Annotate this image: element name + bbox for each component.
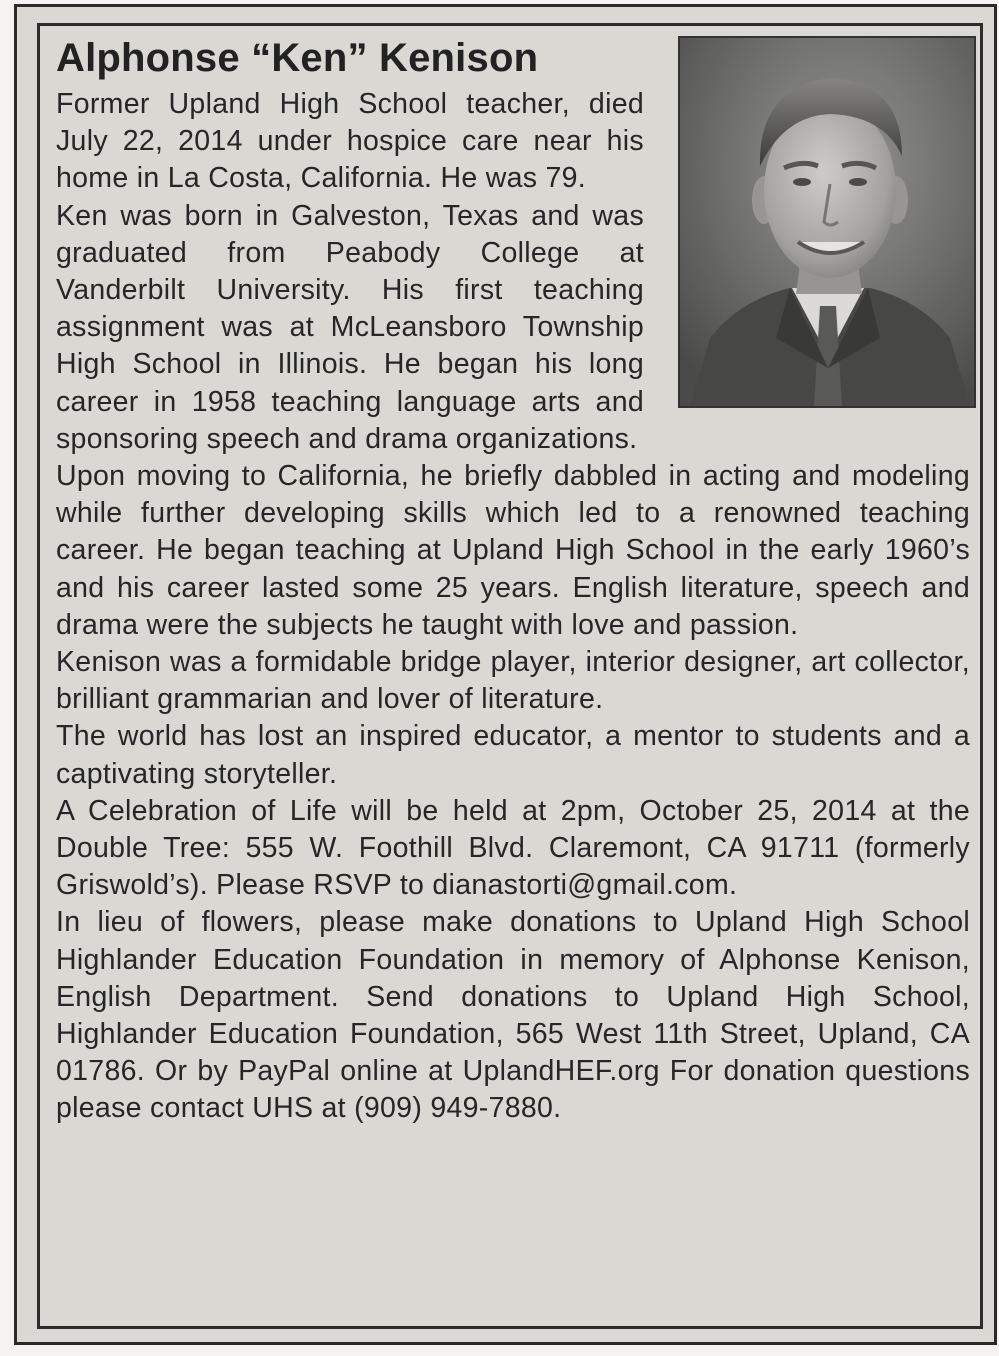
obituary-clipping [14,4,997,1345]
paragraph-tribute: The world has lost an inspired educator, a mentor to students and a captivating storyteller. [56,720,970,790]
paragraph-interests: Kenison was a formidable bridge player, interior designer, art collector, brilliant grammarian and lover of literature. [56,646,970,716]
paragraph-announcement: Former Upland High School teacher, died July 22, 2014 under hospice care near his home in La Costa, California. He was 79. [56,88,644,195]
photo-float-spacer [644,86,970,414]
obituary-name-headline: Alphonse “Ken” Kenison [56,36,539,80]
obituary-body [56,86,970,1128]
obituary-frame [37,23,983,1329]
paragraph-california-career: Upon moving to California, he briefly dabbled in acting and modeling while further developing skills which led to a renowned teaching career. He began teaching at Upland High School in the early 1960’s and his career lasted some 25 years. English literature, speech and drama were the subjects he taught with love and passion. [56,460,970,641]
paragraph-celebration-of-life: A Celebration of Life will be held at 2pm, October 25, 2014 at the Double Tree: 555 W. Foothill Blvd. Claremont, CA 91711 (formerly Griswold’s). Please RSVP to dianastorti@gmail.com. [56,794,970,902]
paragraph-donations: In lieu of flowers, please make donations to Upland High School Highlander Education Foundation in memory of Alphonse Kenison, English Department. Send donations to Upland High School, Highlander Education Foundation, 565 West 11th Street, Upland, CA 01786. Or by PayPal online at UplandHEF.org For donation questions please contact UHS at (909) 949-7880. [56,906,970,1125]
paragraph-early-career: Ken was born in Galveston, Texas and was graduated from Peabody College at Vanderbilt University. His first teaching assignment was at McLeansboro Township High School in Illinois. He began his long career in 1958 teaching language arts and sponsoring speech and drama organizations. [56,199,644,455]
